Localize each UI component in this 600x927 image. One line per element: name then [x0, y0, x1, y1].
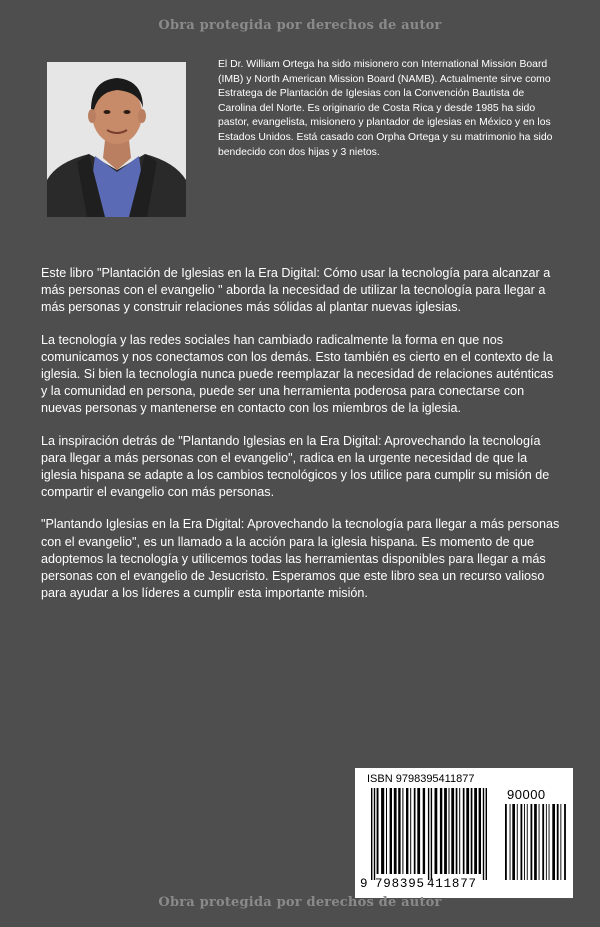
book-description	[41, 265, 562, 617]
isbn-label: ISBN 9798395411877	[367, 773, 475, 785]
description-paragraph: "Plantando Iglesias en la Era Digital: Aprovechando la tecnología para llegar a más personas con el evangelio", es un llamado a la acción para la iglesia hispana. Es momento de que adoptemos la tecnología y utilicemos todas las herramientas disponibles para llegar a más personas con el evangelio de Jesucristo. Esperamos que este libro sea un recurso valioso para ayudar a los líderes a cumplir esta importante misión.	[41, 517, 560, 601]
price-code: 90000	[507, 787, 546, 802]
description-paragraph: Este libro "Plantación de Iglesias en la Era Digital: Cómo usar la tecnología para alcanzar a más personas con el evangelio " aborda la necesidad de utilizar la tecnología para llegar a más personas y construir relaciones más sólidas al plantar nuevas iglesias.	[41, 266, 551, 315]
barcode-digits-left: 798395	[375, 877, 425, 891]
description-paragraph: La tecnología y las redes sociales han cambiado radicalmente la forma en que nos comunicamos y nos conectamos con los demás. Esto también es cierto en el contexto de la iglesia. Si bien la tecnología nunca puede reemplazar la necesidad de relaciones auténticas y la comunidad en persona, puede ser una herramienta poderosa para conectarse con nuevas personas y mantenerse en contacto con los miembros de la iglesia.	[41, 332, 554, 416]
copyright-watermark-top: Obra protegida por derechos de autor	[158, 18, 442, 33]
isbn-barcode	[355, 768, 573, 898]
barcode-digit-first: 9	[360, 877, 368, 891]
author-bio: El Dr. William Ortega ha sido misionero con International Mission Board (IMB) y North American Mission Board (NAMB). Actualmente sirve como Estratega de Plantación de Iglesias con la Convención Bautista de Carolina del Norte. Es originario de Costa Rica y desde 1985 ha sido pastor, evangelista, misionero y plantador de iglesias en México y en los Estados Unidos. Está casado con Orpha Ortega y su matrimonio ha sido bendecido con dos hijas y 3 nietos.	[218, 59, 553, 158]
author-photo	[47, 62, 186, 217]
copyright-watermark-bottom: Obra protegida por derechos de autor	[158, 895, 442, 910]
barcode-digits-right: 411877	[427, 877, 477, 891]
description-paragraph: La inspiración detrás de "Plantando Iglesias en la Era Digital: Aprovechando la tecnología para llegar a más personas con el evangelio", radica en la urgente necesidad de que la iglesia hispana se adapte a los cambios tecnológicos y los utilice para cumplir su misión de compartir el evangelio con más personas.	[41, 433, 550, 500]
